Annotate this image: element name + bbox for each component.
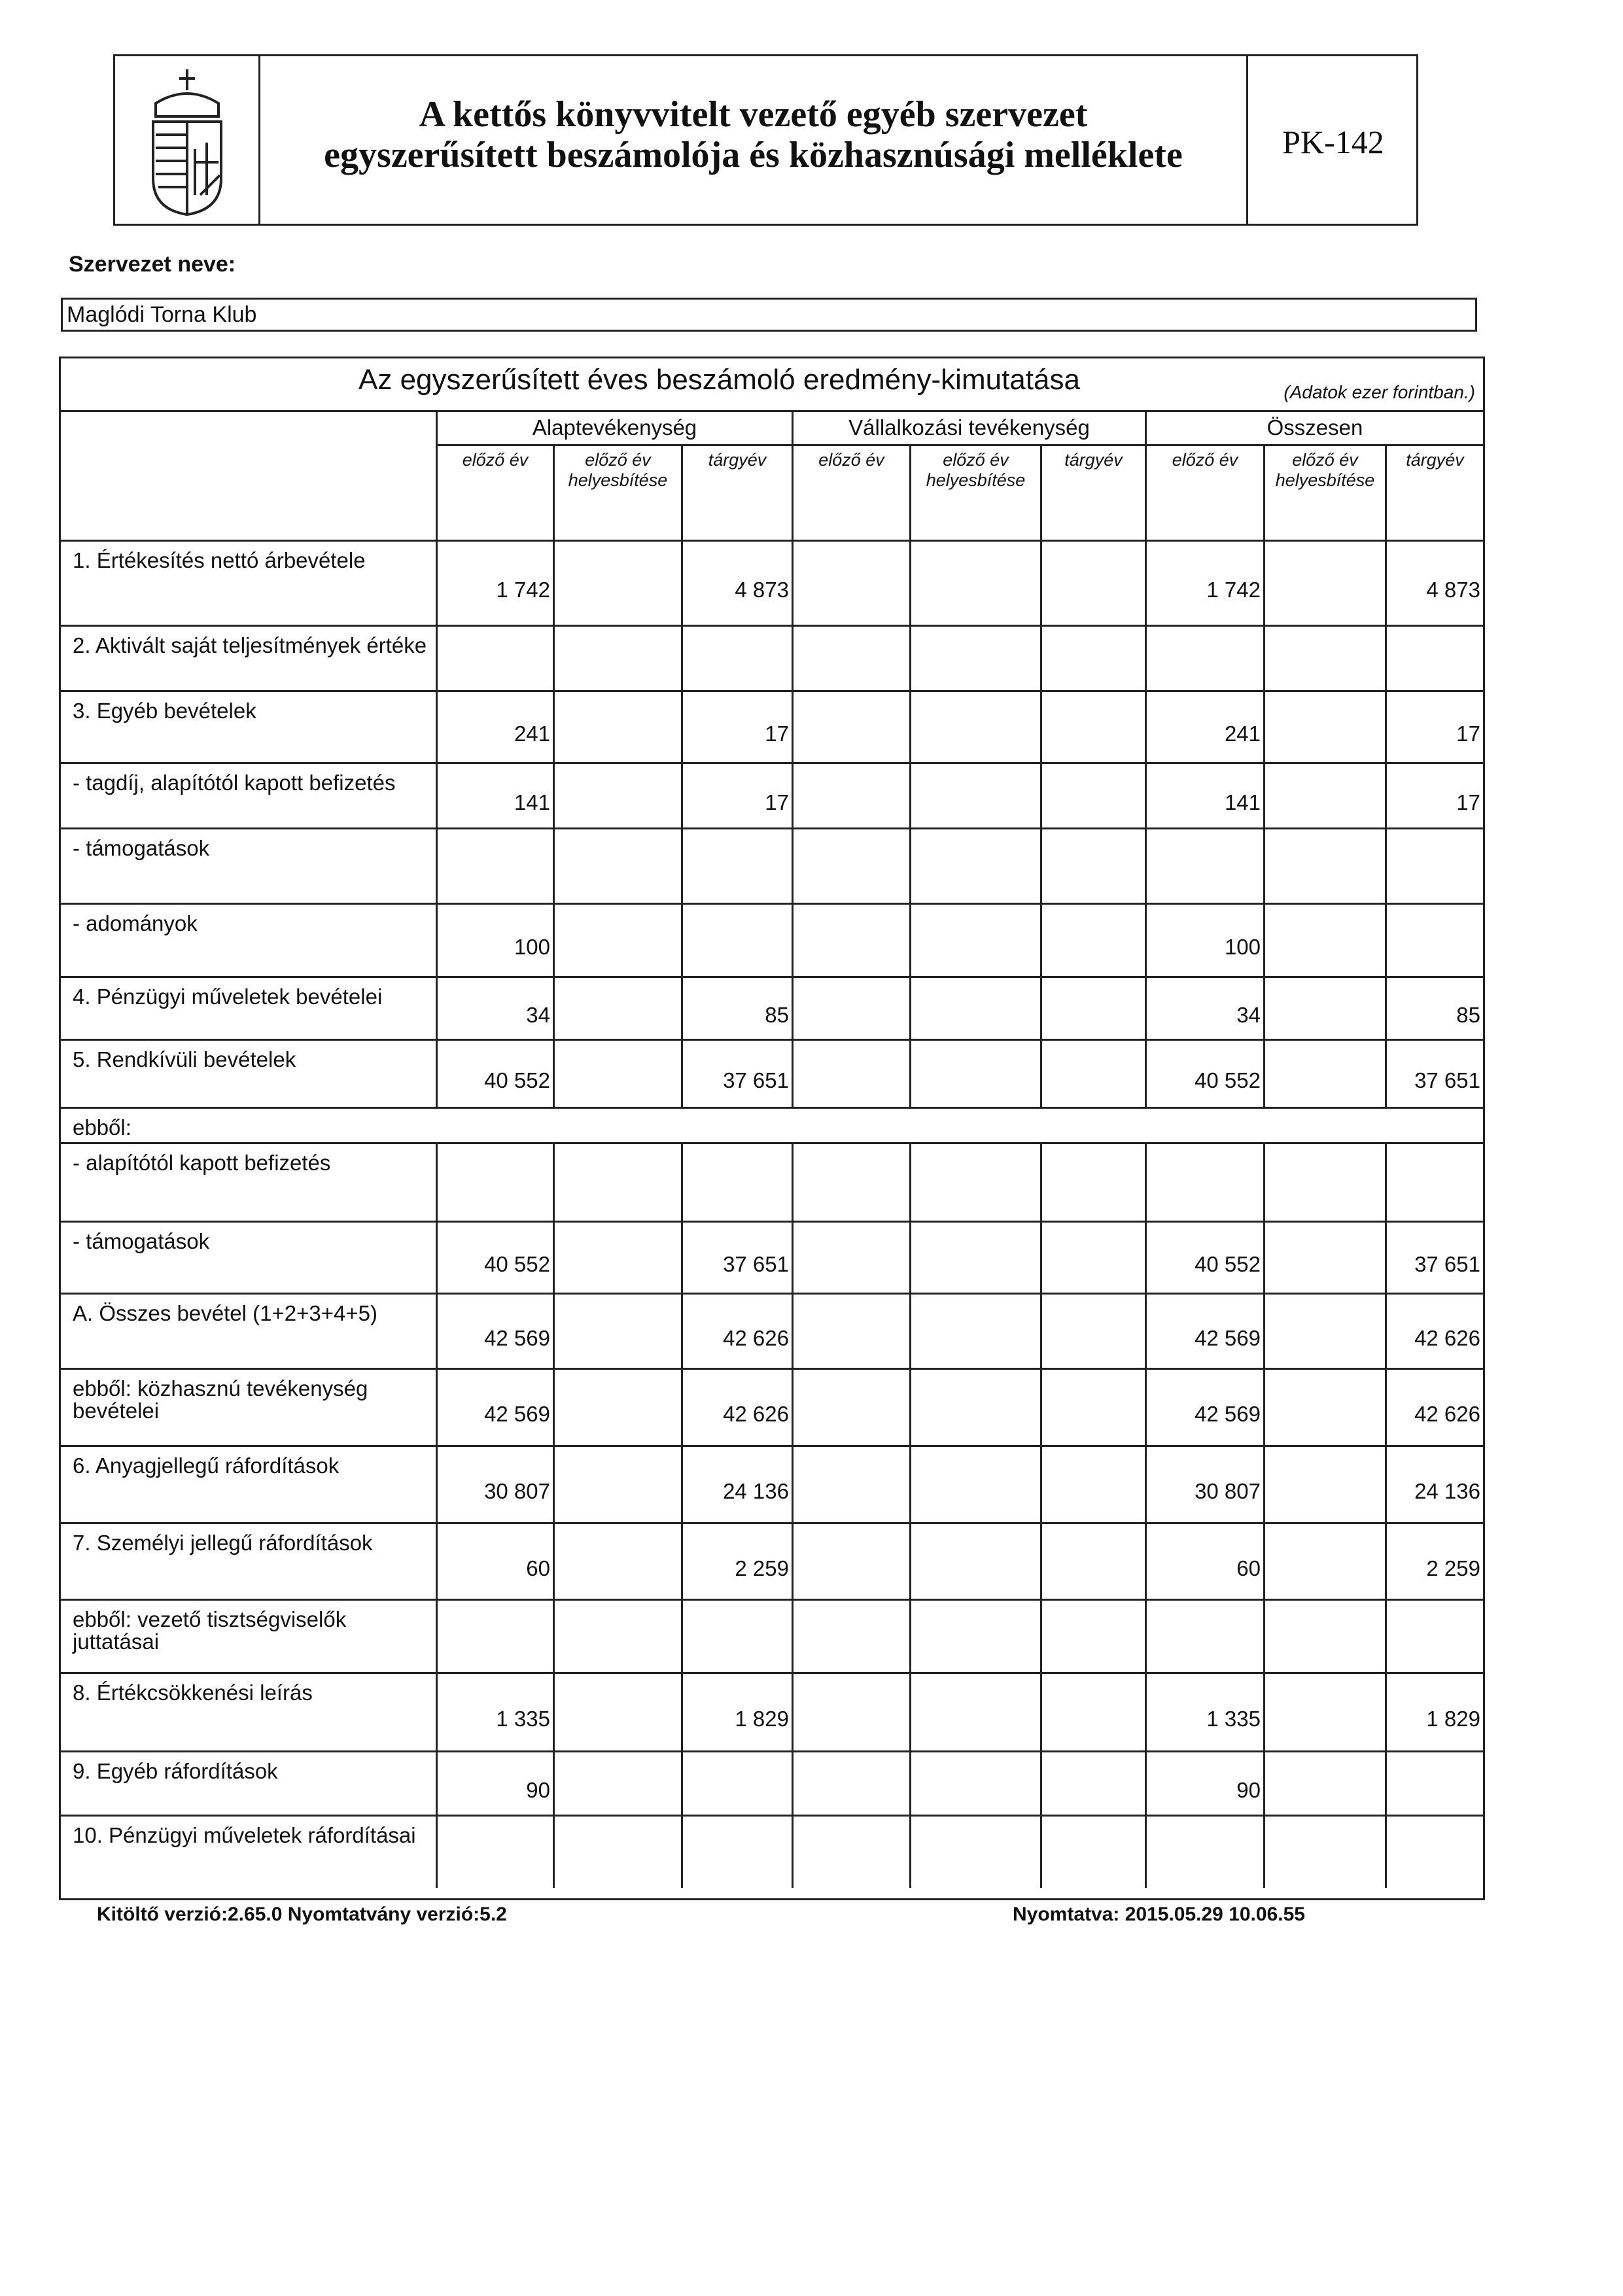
value-cell [553,1295,681,1368]
cell-value: 42 569 [1195,1325,1261,1350]
value-cell [909,1817,1040,1888]
value-cell [1263,1295,1385,1368]
column-subheader: előző év helyesbítése [909,446,1040,542]
value-cell [436,1447,553,1522]
value-cell [1385,1601,1483,1672]
value-cell [553,1524,681,1599]
value-cell [436,1601,553,1672]
value-cell [681,1370,792,1445]
value-cell [909,1041,1040,1107]
row-label: 1. Értékesítés nettó árbevétele [73,548,366,572]
column-subheader: tárgyév [681,446,792,542]
cell-value: 1 335 [496,1707,550,1731]
value-cell [553,627,681,690]
value-cell [1263,692,1385,762]
cell-value: 30 807 [1195,1479,1261,1503]
value-cell [909,692,1040,762]
table-row [61,1674,1483,1752]
cell-value: 34 [1236,1003,1261,1027]
value-cell [1040,1752,1145,1815]
column-subheader: előző év helyesbítése [1263,446,1385,542]
value-cell [681,1752,792,1815]
value-cell [1385,829,1483,903]
value-cell [553,905,681,976]
coat-of-arms-cell [115,56,260,224]
value-cell [792,1041,909,1107]
cell-value: 40 552 [1195,1068,1261,1092]
value-cell [436,1817,553,1888]
cell-value: 1 742 [1206,578,1261,602]
value-cell [1040,1817,1145,1888]
value-cell [909,1295,1040,1368]
form-title-line1: A kettős könyvvitelt vezető egyéb szervezet [419,94,1088,135]
value-cell [681,1223,792,1293]
value-cell [909,1144,1040,1221]
value-cell [1040,978,1145,1039]
value-cell [436,978,553,1039]
value-cell [1040,1223,1145,1293]
cell-value: 42 569 [484,1402,550,1426]
value-cell [553,1601,681,1672]
value-cell [1263,1674,1385,1750]
cell-value: 42 626 [1414,1325,1480,1350]
cell-value: 30 807 [484,1479,550,1503]
value-cell [792,1223,909,1293]
table-row [61,692,1483,764]
value-cell [1040,1370,1145,1445]
value-cell [436,764,553,827]
cell-value: 141 [514,790,550,814]
value-cell [909,627,1040,690]
value-cell [1385,1817,1483,1888]
value-cell [1040,905,1145,976]
form-title-line2: egyszerűsített beszámolója és közhasznúsági melléklete [324,135,1183,175]
value-cell [792,1601,909,1672]
group-header-total: Összesen [1145,412,1483,446]
column-subheader: előző év [436,446,553,542]
cell-value: 17 [765,722,789,746]
value-cell [1145,1144,1263,1221]
income-statement-table [59,357,1485,1900]
table-title: Az egyszerűsített éves beszámoló eredmény-kimutatása [358,364,1080,396]
value-cell [1263,1447,1385,1522]
value-cell [436,905,553,976]
table-row [61,1524,1483,1601]
value-cell [1263,1817,1385,1888]
row-label: ebből: vezető tisztségviselők juttatásai [73,1607,347,1654]
value-cell [1145,1223,1263,1293]
cell-value: 42 626 [723,1402,789,1426]
cell-value: 241 [514,722,550,746]
organization-label: Szervezet neve: [69,252,236,277]
table-row [61,1109,1483,1144]
row-label: 2. Aktivált saját teljesítmények értéke [73,633,427,657]
cell-value: 42 569 [484,1325,550,1350]
cell-value: 42 626 [1414,1402,1480,1426]
table-row [61,1295,1483,1370]
value-cell [1385,905,1483,976]
row-label: - alapítótól kapott befizetés [73,1151,331,1175]
value-cell [1145,1447,1263,1522]
table-row [61,978,1483,1041]
value-cell [1145,1752,1263,1815]
value-cell [1385,627,1483,690]
value-cell [1385,764,1483,827]
row-label: - adományok [73,911,198,935]
table-row [61,1223,1483,1295]
value-cell [1263,1223,1385,1293]
value-cell [681,905,792,976]
cell-value: 90 [1236,1778,1261,1802]
value-cell [553,692,681,762]
value-cell [1385,978,1483,1039]
value-cell [792,1144,909,1221]
value-cell [1145,1524,1263,1599]
row-label: 5. Rendkívüli bevételek [73,1047,296,1071]
value-cell [553,1144,681,1221]
value-cell [1145,1817,1263,1888]
value-cell [909,829,1040,903]
row-label: 4. Pénzügyi műveletek bevételei [73,984,383,1009]
value-cell [553,1447,681,1522]
value-cell [1385,1674,1483,1750]
value-cell [1145,829,1263,903]
cell-value: 100 [514,935,550,959]
cell-value: 85 [765,1003,789,1027]
value-cell [1040,1447,1145,1522]
cell-value: 100 [1224,935,1261,959]
value-cell [436,1370,553,1445]
cell-value: 141 [1224,790,1261,814]
value-cell [909,1674,1040,1750]
value-cell [909,1752,1040,1815]
value-cell [681,1144,792,1221]
value-cell [1040,627,1145,690]
value-cell [553,1817,681,1888]
row-label: - támogatások [73,1229,210,1253]
table-row [61,627,1483,692]
value-cell [909,764,1040,827]
footer-printed: Nyomtatva: 2015.05.29 10.06.55 [1013,1904,1305,1925]
row-label: 10. Pénzügyi műveletek ráfordításai [73,1823,416,1847]
value-cell [1040,542,1145,625]
value-cell [1385,1447,1483,1522]
value-cell [909,1370,1040,1445]
value-cell [1263,978,1385,1039]
form-header [113,54,1418,226]
value-cell [792,905,909,976]
value-cell [436,1524,553,1599]
value-cell [1263,1752,1385,1815]
column-subheader: előző év [792,446,909,542]
cell-value: 37 651 [723,1252,789,1276]
table-row [61,1447,1483,1524]
column-subheader: előző év helyesbítése [553,446,681,542]
value-cell [553,542,681,625]
value-cell [792,1295,909,1368]
value-cell [681,829,792,903]
value-cell [1385,692,1483,762]
value-cell [1040,764,1145,827]
value-cell [792,829,909,903]
value-cell [792,764,909,827]
row-label: 7. Személyi jellegű ráfordítások [73,1531,373,1555]
value-cell [1385,1144,1483,1221]
value-cell [909,1524,1040,1599]
row-label: A. Összes bevétel (1+2+3+4+5) [73,1301,377,1325]
value-cell [1263,1524,1385,1599]
value-cell [909,1223,1040,1293]
form-code: PK-142 [1282,124,1384,160]
value-cell [1145,905,1263,976]
cell-value: 24 136 [723,1479,789,1503]
cell-value: 17 [1456,722,1480,746]
value-cell [681,542,792,625]
value-cell [681,1817,792,1888]
value-cell [553,764,681,827]
value-cell [1040,692,1145,762]
value-cell [553,1370,681,1445]
value-cell [1145,542,1263,625]
value-cell [681,1601,792,1672]
cell-value: 42 626 [723,1325,789,1350]
value-cell [436,1041,553,1107]
table-row [61,1752,1483,1817]
value-cell [436,1144,553,1221]
cell-value: 2 259 [1426,1556,1480,1580]
value-cell [436,829,553,903]
value-cell [1040,1295,1145,1368]
value-cell [436,1752,553,1815]
footer-version: Kitöltő verzió:2.65.0 Nyomtatvány verzió:5.2 [97,1904,507,1925]
value-cell [553,1223,681,1293]
cell-value: 60 [526,1556,550,1580]
value-cell [1040,1144,1145,1221]
value-cell [792,542,909,625]
value-cell [1145,1601,1263,1672]
value-cell [436,1223,553,1293]
value-cell [436,627,553,690]
value-cell [1145,1295,1263,1368]
value-cell [681,692,792,762]
coat-of-arms-icon [141,64,233,218]
cell-value: 17 [765,790,789,814]
group-header-business: Vállalkozási tevékenység [792,412,1145,446]
value-cell [792,1817,909,1888]
cell-value: 1 829 [1426,1707,1480,1731]
row-label: 3. Egyéb bevételek [73,699,256,723]
row-label: 6. Anyagjellegű ráfordítások [73,1453,340,1478]
unit-note: (Adatok ezer forintban.) [1283,382,1475,402]
table-row [61,542,1483,627]
cell-value: 34 [526,1003,550,1027]
column-subheader: tárgyév [1040,446,1145,542]
value-cell [792,1447,909,1522]
table-row [61,1601,1483,1674]
value-cell [553,1041,681,1107]
cell-value: 2 259 [735,1556,789,1580]
table-row [61,764,1483,829]
value-cell [681,627,792,690]
cell-value: 42 569 [1195,1402,1261,1426]
cell-value: 37 651 [1414,1252,1480,1276]
label-column-header [61,412,436,542]
cell-value: 60 [1236,1556,1261,1580]
row-label: - támogatások [73,836,210,860]
row-label: ebből: [73,1115,131,1139]
row-label: 8. Értékcsökkenési leírás [73,1680,313,1705]
value-cell [1263,764,1385,827]
value-cell [1263,627,1385,690]
value-cell [436,1295,553,1368]
cell-value: 1 829 [735,1707,789,1731]
row-label: ebből: közhasznú tevékenység bevételei [73,1376,368,1423]
row-label: - tagdíj, alapítótól kapott befizetés [73,771,396,795]
value-cell [1263,1370,1385,1445]
value-cell [1145,692,1263,762]
table-row [61,829,1483,905]
column-subheader: tárgyév [1385,446,1483,542]
cell-value: 40 552 [484,1068,550,1092]
value-cell [681,1295,792,1368]
value-cell [1263,1601,1385,1672]
value-cell [792,627,909,690]
value-cell [909,1601,1040,1672]
value-cell [553,1674,681,1750]
value-cell [1263,1041,1385,1107]
value-cell [1263,829,1385,903]
group-header-basic: Alaptevékenység [436,412,792,446]
cell-value: 37 651 [723,1068,789,1092]
cell-value: 4 873 [735,578,789,602]
value-cell [436,542,553,625]
value-cell [1040,1674,1145,1750]
value-cell [1040,1524,1145,1599]
table-row [61,1817,1483,1888]
value-cell [1385,1370,1483,1445]
value-cell [1145,764,1263,827]
value-cell [1385,1295,1483,1368]
value-cell [553,978,681,1039]
cell-value: 85 [1456,1003,1480,1027]
value-cell [792,1524,909,1599]
value-cell [1263,542,1385,625]
value-cell [1385,1041,1483,1107]
cell-value: 40 552 [1195,1252,1261,1276]
cell-value: 40 552 [484,1252,550,1276]
value-cell [909,1447,1040,1522]
table-row [61,1144,1483,1223]
value-cell [1145,627,1263,690]
cell-value: 90 [526,1778,550,1802]
organization-name-field: Maglódi Torna Klub [61,298,1477,332]
value-cell [1385,542,1483,625]
form-title [260,56,1248,224]
table-title-row [61,358,1483,412]
value-cell [681,978,792,1039]
value-cell [792,1674,909,1750]
cell-value: 17 [1456,790,1480,814]
value-cell [553,1752,681,1815]
cell-value: 4 873 [1426,578,1480,602]
value-cell [436,692,553,762]
value-cell [681,1041,792,1107]
value-cell [1385,1223,1483,1293]
row-label: 9. Egyéb ráfordítások [73,1759,278,1783]
value-cell [1385,1752,1483,1815]
value-cell [1040,829,1145,903]
column-subheader: előző év [1145,446,1263,542]
value-cell [436,1674,553,1750]
value-cell [909,542,1040,625]
value-cell [1145,1370,1263,1445]
cell-value: 24 136 [1414,1479,1480,1503]
value-cell [909,978,1040,1039]
value-cell [909,905,1040,976]
value-cell [1040,1601,1145,1672]
cell-value: 37 651 [1414,1068,1480,1092]
table-row [61,1041,1483,1109]
cell-value: 241 [1224,722,1261,746]
value-cell [792,1370,909,1445]
cell-value: 1 742 [496,578,550,602]
value-cell [792,692,909,762]
value-cell [681,1447,792,1522]
value-cell [1385,1524,1483,1599]
cell-value: 1 335 [1206,1707,1261,1731]
value-cell [553,829,681,903]
value-cell [681,764,792,827]
value-cell [1145,978,1263,1039]
value-cell [792,1752,909,1815]
table-row [61,905,1483,978]
value-cell [792,978,909,1039]
value-cell [681,1674,792,1750]
value-cell [681,1524,792,1599]
value-cell [1145,1674,1263,1750]
table-row [61,1370,1483,1447]
value-cell [1263,1144,1385,1221]
value-cell [1263,905,1385,976]
value-cell [1145,1041,1263,1107]
value-cell [1040,1041,1145,1107]
